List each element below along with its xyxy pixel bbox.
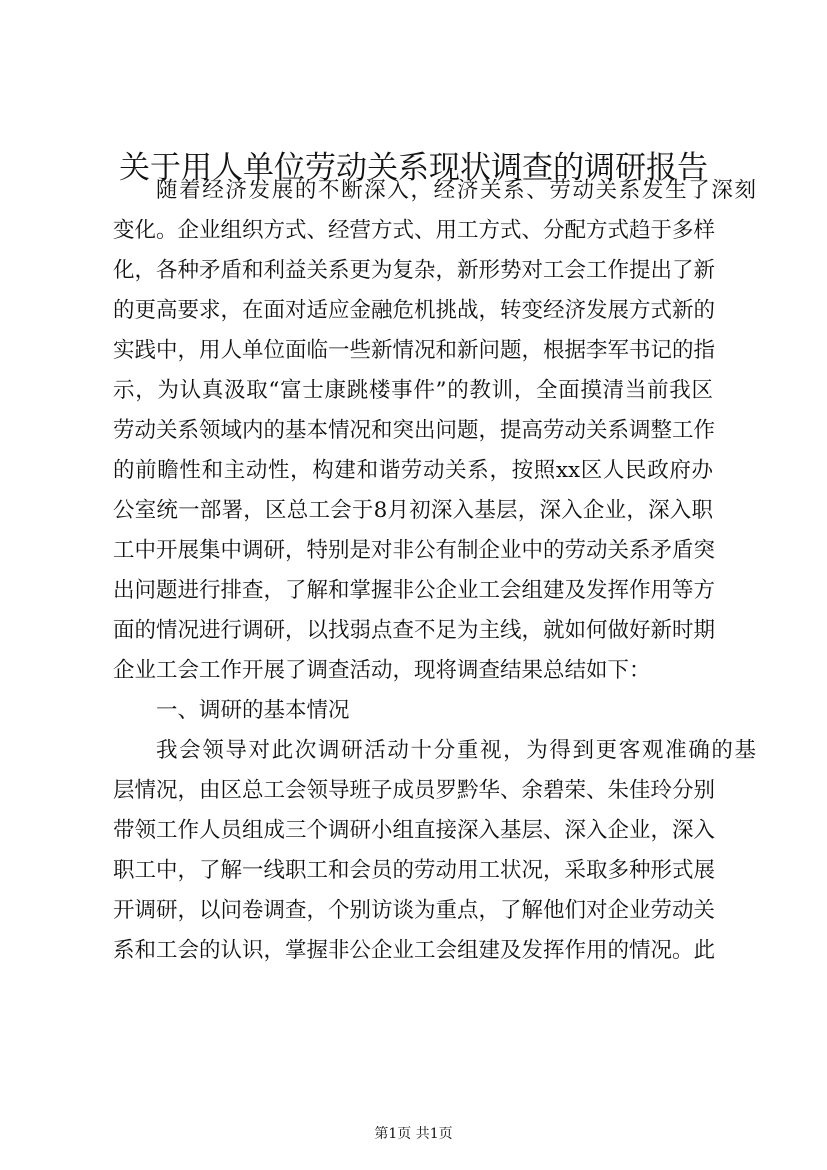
paragraph-line: 实践中，用人单位面临一些新情况和新问题，根据李军书记的指 (113, 338, 716, 363)
paragraph-line: 变化。企业组织方式、经营方式、用工方式、分配方式趋于多样 (113, 218, 716, 243)
paragraph-line: 示，为认真汲取“富士康跳楼事件”的教训，全面摸清当前我区 (113, 378, 713, 403)
paragraph-line: 化，各种矛盾和利益关系更为复杂，新形势对工会工作提出了新 (113, 258, 716, 283)
document-title: 关于用人单位劳动关系现状调查的调研报告 (119, 150, 708, 186)
section-heading: 一、调研的基本情况 (156, 698, 350, 723)
paragraph-line: 劳动关系领域内的基本情况和突出问题，提高劳动关系调整工作 (113, 418, 716, 443)
paragraph-line: 出问题进行排查，了解和掌握非公企业工会组建及发挥作用等方 (113, 578, 716, 603)
paragraph-line: 开调研，以问卷调查，个别访谈为重点，了解他们对企业劳动关 (113, 898, 716, 923)
paragraph-line: 层情况，由区总工会领导班子成员罗黔华、余碧荣、朱佳玲分别 (113, 778, 716, 803)
paragraph-line: 的更高要求，在面对适应金融危机挑战，转变经济发展方式新的 (113, 298, 716, 323)
paragraph-line: 企业工会工作开展了调查活动，现将调查结果总结如下： (113, 658, 651, 683)
paragraph-line: 随着经济发展的不断深入，经济关系、劳动关系发生了深刻 (156, 178, 756, 203)
paragraph-line: 的前瞻性和主动性，构建和谐劳动关系，按照xx区人民政府办 (113, 458, 713, 483)
paragraph-line: 带领工作人员组成三个调研小组直接深入基层、深入企业，深入 (113, 818, 716, 843)
paragraph-line: 面的情况进行调研，以找弱点查不足为主线，就如何做好新时期 (113, 618, 716, 643)
paragraph-line: 系和工会的认识，掌握非公企业工会组建及发挥作用的情况。此 (113, 938, 716, 963)
paragraph-line: 工中开展集中调研，特别是对非公有制企业中的劳动关系矛盾突 (113, 538, 716, 563)
paragraph-line: 职工中，了解一线职工和会员的劳动用工状况，采取多种形式展 (113, 858, 716, 883)
page-number: 第1页 共1页 (374, 1126, 453, 1142)
paragraph-line: 公室统一部署，区总工会于8月初深入基层，深入企业，深入职 (113, 498, 713, 523)
paragraph-line: 我会领导对此次调研活动十分重视，为得到更客观准确的基 (156, 738, 756, 763)
